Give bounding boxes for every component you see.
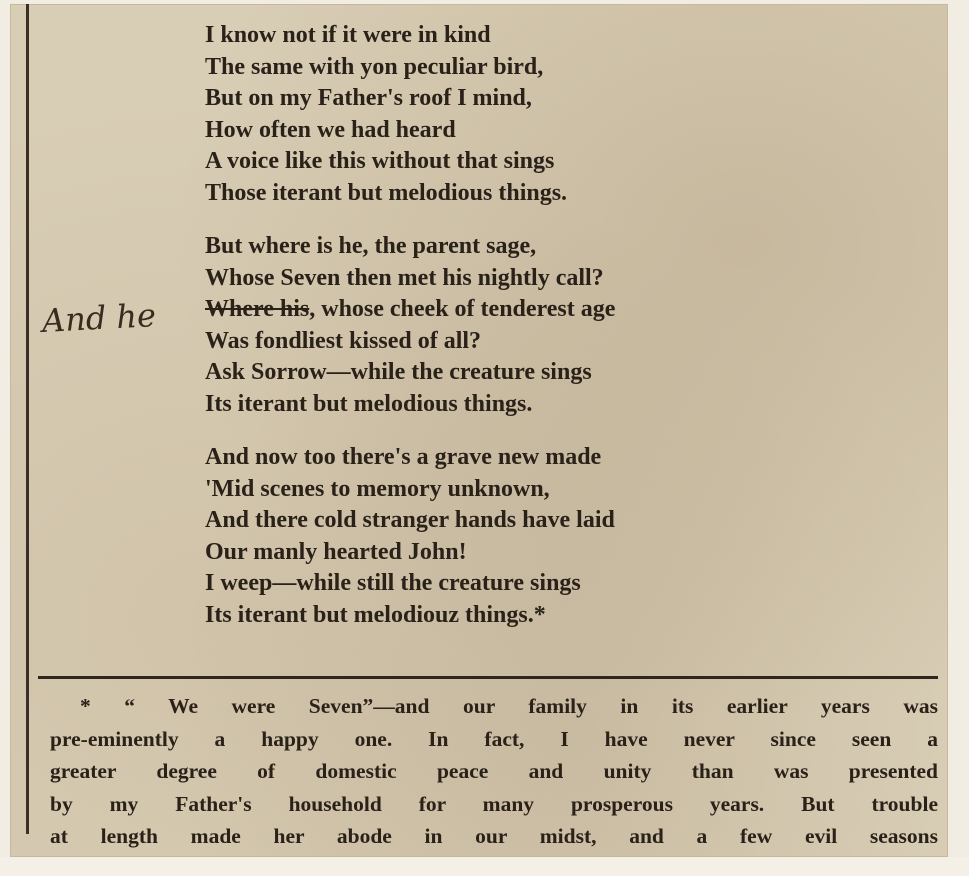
poem-line: Our manly hearted John!	[205, 538, 467, 565]
poem-line: I weep—while still the creature sings	[205, 570, 581, 596]
handwritten-annotation: And he	[41, 296, 157, 340]
poem-line: 'Mid scenes to memory unknown,	[205, 475, 550, 502]
poem-line: Those iterant but melodious things.	[205, 179, 568, 206]
footnote-line: greater degree of domestic peace and unity than was presented	[50, 759, 938, 783]
poem-line: Was fondliest kissed of all?	[205, 327, 482, 354]
poem-line: The same with yon peculiar bird,	[205, 53, 544, 80]
footnote	[50, 690, 938, 853]
poem-line-with-strikethrough	[205, 294, 615, 326]
poem-line: Its iterant but melodious things.	[205, 390, 533, 417]
footnote-line: * “ We were Seven”—and our family in its earlier years was	[80, 694, 938, 718]
poem-line: A voice like this without that sings	[205, 148, 555, 174]
footnote-line: at length made her abode in our midst, and a few evil seasons	[50, 824, 938, 848]
footnote-line: pre-eminently a happy one. In fact, I have never since seen a	[50, 726, 938, 751]
poem-line: But where is he, the parent sage,	[205, 233, 537, 259]
footnote-divider	[38, 676, 938, 679]
poem-line: And there cold stranger hands have laid	[205, 507, 615, 533]
stanza-1	[205, 20, 615, 209]
footnote-line: by my Father's household for many prosperous years. But trouble	[50, 791, 938, 816]
stanza-2	[205, 231, 615, 420]
poem-line: How often we had heard	[205, 116, 456, 143]
margin-rule	[26, 4, 29, 834]
page-margin	[0, 857, 969, 876]
poem	[205, 20, 615, 631]
poem-line-rest: , whose cheek of tenderest age	[309, 296, 616, 322]
poem-line: But on my Father's roof I mind,	[205, 85, 532, 111]
poem-line: Ask Sorrow—while the creature sings	[205, 359, 592, 385]
poem-line: I know not if it were in kind	[205, 22, 491, 48]
poem-line: And now too there's a grave new made	[205, 444, 602, 470]
stanza-3	[205, 442, 615, 631]
poem-line: Its iterant but melodiouz things.*	[205, 601, 546, 628]
struck-text: Where his	[205, 296, 310, 322]
newspaper-clipping	[10, 4, 948, 857]
poem-line: Whose Seven then met his nightly call?	[205, 264, 604, 291]
